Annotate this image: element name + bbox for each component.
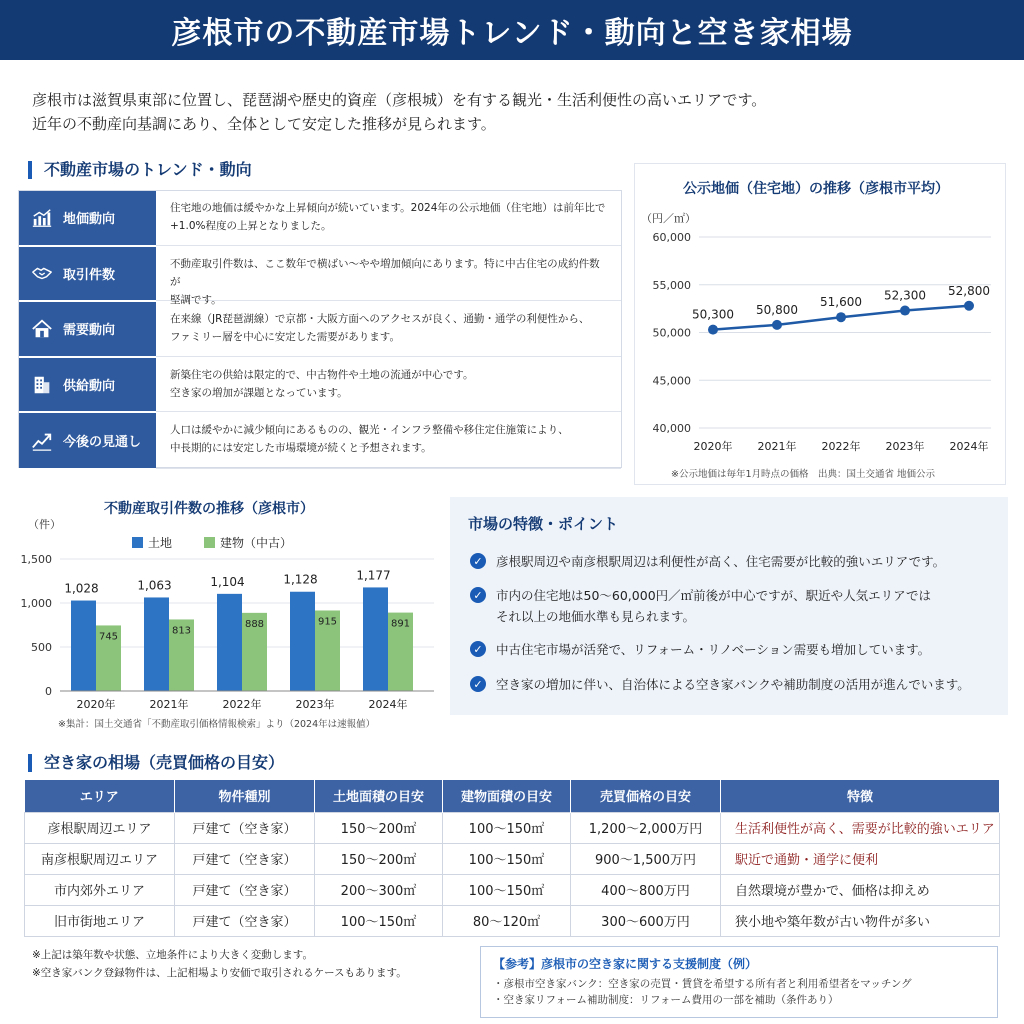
data-point <box>964 301 974 311</box>
data-label: 1,128 <box>283 572 318 587</box>
table-cell: 300～600万円 <box>571 905 721 936</box>
tx-chart-title: 不動産取引件数の推移（彦根市） <box>104 501 314 517</box>
x-tick-label: 2022年 <box>222 698 262 711</box>
trend-desc-line: ファミリー層を中心に安定した需要があります。 <box>170 331 400 344</box>
table-row <box>25 812 1000 843</box>
point-item <box>470 674 970 695</box>
intro-text <box>32 88 766 136</box>
data-label: 50,300 <box>692 307 734 322</box>
land-bar <box>217 594 242 691</box>
trend-desc-line: 在来線（JR琵琶湖線）で京都・大阪方面へのアクセスが良く、通勤・通学の利便性から、 <box>170 313 590 326</box>
trend-label <box>19 191 156 246</box>
legend-swatch <box>204 537 215 548</box>
land-chart-title: 公示地価（住宅地）の推移（彦根市平均） <box>683 181 949 197</box>
trend-label-text: 地価動向 <box>63 212 116 228</box>
land-price-chart-panel <box>634 163 1006 485</box>
trend-label-text: 取引件数 <box>63 267 116 283</box>
check-icon: ✓ <box>470 553 486 569</box>
land-bar <box>144 597 169 691</box>
table-cell: 戸建て（空き家） <box>175 843 315 874</box>
y-tick-label: 60,000 <box>652 231 691 244</box>
point-text: 中古住宅市場が活発で、リフォーム・リノベーション需要も増加しています。 <box>496 642 931 657</box>
x-tick-label: 2021年 <box>757 440 797 453</box>
data-label: 915 <box>317 616 338 628</box>
trend-desc-line: 空き家の増加が課題となっています。 <box>170 386 348 399</box>
data-point <box>708 325 718 335</box>
tx-chart-unit: （件） <box>28 518 61 531</box>
trend-desc-line: 不動産取引件数は、ここ数年で横ばい～やや増加傾向にあります。特に中古住宅の成約件数が <box>170 257 600 288</box>
trend-label-text: 需要動向 <box>63 323 116 339</box>
table-cell: 150～200㎡ <box>315 812 443 843</box>
y-tick-label: 0 <box>45 685 52 698</box>
legend-label: 土地 <box>148 536 173 550</box>
x-tick-label: 2020年 <box>76 698 116 711</box>
reference-title: 【参考】彦根市の空き家に関する支援制度（例） <box>493 957 758 971</box>
trend-desc-line: 住宅地の地価は緩やかな上昇傾向が続いています。2024年の公示地価（住宅地）は前年比で <box>170 202 606 214</box>
data-point <box>772 320 782 330</box>
page-title: 彦根市の不動産市場トレンド・動向と空き家相場 <box>0 0 1024 60</box>
market-points-panel <box>450 497 1008 715</box>
tx-chart-note: ※集計：国土交通省「不動産取引価格情報検索」より（2024年は速報値） <box>58 719 376 730</box>
point-item <box>470 551 945 572</box>
table-cell: 80～120㎡ <box>443 905 571 936</box>
land-bar <box>363 587 388 691</box>
table-cell: 彦根駅周辺エリア <box>25 812 175 843</box>
table-cell: 戸建て（空き家） <box>175 905 315 936</box>
data-label: 1,104 <box>210 574 245 589</box>
column-header: エリア <box>25 780 175 812</box>
trend-table <box>18 190 622 468</box>
trend-label <box>19 413 156 469</box>
data-label: 51,600 <box>820 295 862 310</box>
table-cell: 100～150㎡ <box>443 812 571 843</box>
table-cell: 150～200㎡ <box>315 843 443 874</box>
intro-line: 近年の不動産向基調にあり、全体として安定した推移が見られます。 <box>32 115 496 133</box>
trend-label-text: 供給動向 <box>63 379 116 395</box>
trend-desc <box>156 302 621 357</box>
note-line: ※上記は築年数や状態、立地条件により大きく変動します。 <box>32 949 313 961</box>
trend-desc <box>156 191 621 246</box>
trend-label <box>19 247 156 302</box>
transactions-chart <box>14 514 454 744</box>
table-cell: 900～1,500万円 <box>571 843 721 874</box>
reference-box <box>480 946 998 1018</box>
data-point <box>836 312 846 322</box>
reference-line: ・空き家リフォーム補助制度：リフォーム費用の一部を補助（条件あり） <box>493 994 839 1006</box>
y-tick-label: 50,000 <box>652 326 691 340</box>
x-tick-label: 2024年 <box>368 698 408 711</box>
data-point <box>900 306 910 316</box>
column-header: 物件種別 <box>175 780 315 812</box>
point-text: 彦根駅周辺や南彦根駅周辺は利便性が高く、住宅需要が比較的強いエリアです。 <box>496 554 946 569</box>
column-header: 建物面積の目安 <box>443 780 571 812</box>
y-tick-label: 40,000 <box>652 422 691 435</box>
table-cell: 戸建て（空き家） <box>175 874 315 905</box>
points-title: 市場の特徴・ポイント <box>468 515 619 533</box>
trend-desc-line: +1.0%程度の上昇となりました。 <box>170 220 332 232</box>
table-cell: 狭小地や築年数が古い物件が多い <box>721 905 1000 936</box>
table-cell: 自然環境が豊かで、価格は抑えめ <box>721 874 1000 905</box>
vacancy-section-title: 空き家の相場（売買価格の目安） <box>28 754 284 772</box>
table-cell: 駅近で通勤・通学に便利 <box>721 843 1000 874</box>
table-cell: 100～150㎡ <box>443 843 571 874</box>
trend-label <box>19 302 156 357</box>
data-label: 1,177 <box>356 568 391 583</box>
y-tick-label: 55,000 <box>652 278 691 292</box>
x-tick-label: 2020年 <box>693 440 733 453</box>
point-item <box>470 585 931 627</box>
data-label: 50,800 <box>756 302 798 317</box>
land-chart-note: ※公示地価は毎年1月時点の価格 出典：国土交通省 地価公示 <box>671 469 936 480</box>
land-bar <box>71 601 96 691</box>
bar-chart-icon <box>31 207 53 229</box>
x-tick-label: 2022年 <box>821 440 861 453</box>
legend-label: 建物（中古） <box>220 536 293 550</box>
table-row <box>25 905 1000 936</box>
point-text: それ以上の地価水準も見られます。 <box>496 609 696 624</box>
trend-row <box>19 413 621 469</box>
table-cell: 1,200～2,000万円 <box>571 812 721 843</box>
table-cell: 100～150㎡ <box>443 874 571 905</box>
point-text: 市内の住宅地は50～60,000円／㎡前後が中心ですが、駅近や人気エリアでは <box>496 588 932 603</box>
trend-section-title: 不動産市場のトレンド・動向 <box>28 161 252 179</box>
data-label: 745 <box>98 631 119 643</box>
y-tick-label: 500 <box>31 641 52 654</box>
x-tick-label: 2023年 <box>295 698 335 711</box>
data-label: 1,063 <box>137 578 172 593</box>
x-tick-label: 2024年 <box>949 440 989 453</box>
table-cell: 南彦根駅周辺エリア <box>25 843 175 874</box>
y-tick-label: 45,000 <box>652 374 691 388</box>
point-item <box>470 639 930 660</box>
column-header: 土地面積の目安 <box>315 780 443 812</box>
land-price-chart <box>635 164 1007 486</box>
data-label: 891 <box>390 618 411 630</box>
column-header: 売買価格の目安 <box>571 780 721 812</box>
trend-desc-line: 中長期的には安定した市場環境が続くと予想されます。 <box>170 442 432 455</box>
column-header: 特徴 <box>721 780 1000 812</box>
intro-line: 彦根市は滋賀県東部に位置し、琵琶湖や歴史的資産（彦根城）を有する観光・生活利便性の高いエリアです。 <box>32 91 767 109</box>
trend-row <box>19 302 621 358</box>
trend-up-icon <box>31 430 53 452</box>
table-cell: 旧市街地エリア <box>25 905 175 936</box>
trend-desc-line: 堅調です。 <box>170 293 222 306</box>
point-text: 空き家の増加に伴い、自治体による空き家バンクや補助制度の活用が進んでいます。 <box>496 677 970 692</box>
table-cell: 400～800万円 <box>571 874 721 905</box>
table-row <box>25 843 1000 874</box>
trend-row <box>19 358 621 414</box>
table-cell: 生活利便性が高く、需要が比較的強いエリア <box>721 812 1000 843</box>
vacancy-price-table <box>24 780 1000 937</box>
table-cell: 100～150㎡ <box>315 905 443 936</box>
data-label: 813 <box>171 625 192 637</box>
trend-desc-line: 新築住宅の供給は限定的で、中古物件や土地の流通が中心です。 <box>170 368 474 381</box>
trend-label-text: 今後の見通し <box>63 435 142 451</box>
y-tick-label: 1,500 <box>20 553 52 566</box>
table-cell: 市内郊外エリア <box>25 874 175 905</box>
building-icon <box>31 374 53 396</box>
table-row <box>25 874 1000 905</box>
check-icon: ✓ <box>470 676 486 692</box>
x-tick-label: 2023年 <box>885 440 925 453</box>
house-icon <box>31 318 53 340</box>
y-tick-label: 1,000 <box>20 597 52 610</box>
data-label: 52,800 <box>948 283 990 298</box>
reference-line: ・彦根市空き家バンク：空き家の売買・賃貸を希望する所有者と利用希望者をマッチング <box>493 978 912 990</box>
handshake-icon <box>31 262 53 284</box>
check-icon: ✓ <box>470 641 486 657</box>
note-line: ※空き家バンク登録物件は、上記相場より安価で取引されるケースもあります。 <box>32 967 407 979</box>
data-label: 52,300 <box>884 288 926 303</box>
data-label: 1,028 <box>64 581 99 596</box>
trend-label <box>19 358 156 413</box>
legend-swatch <box>132 537 143 548</box>
x-tick-label: 2021年 <box>149 698 189 711</box>
check-icon: ✓ <box>470 587 486 603</box>
trend-desc <box>156 413 621 469</box>
trend-desc <box>156 358 621 413</box>
vacancy-notes <box>32 946 407 982</box>
trend-desc <box>156 247 621 306</box>
table-cell: 200～300㎡ <box>315 874 443 905</box>
land-bar <box>290 592 315 691</box>
trend-row <box>19 247 621 306</box>
land-chart-unit: （円／㎡） <box>641 212 696 225</box>
table-header-row <box>25 780 1000 812</box>
trend-row <box>19 191 621 247</box>
data-label: 888 <box>244 618 265 630</box>
table-cell: 戸建て（空き家） <box>175 812 315 843</box>
trend-desc-line: 人口は緩やかに減少傾向にあるものの、観光・インフラ整備や移住定住施策により、 <box>170 424 569 437</box>
